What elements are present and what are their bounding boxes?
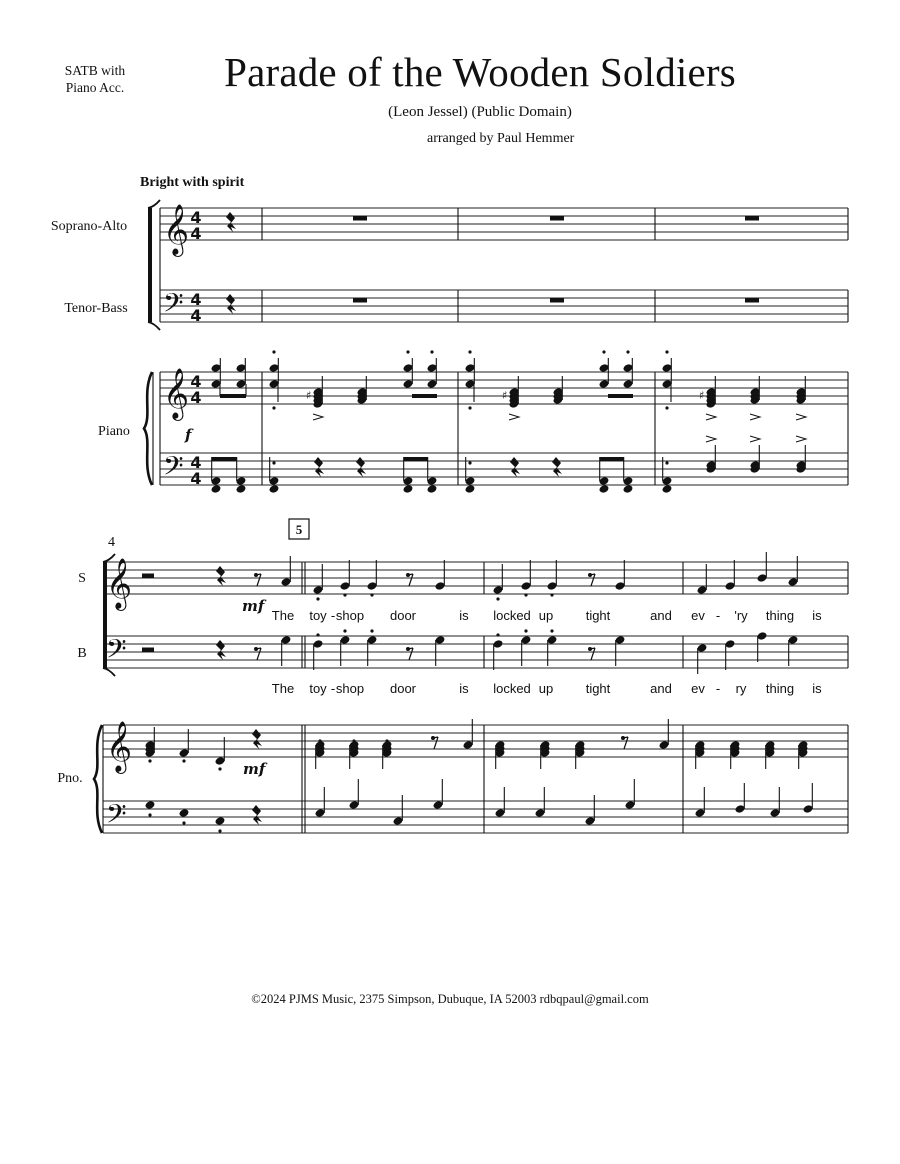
label-soprano-alto: Soprano-Alto bbox=[50, 219, 128, 234]
lyric-syllable: shop bbox=[335, 608, 365, 623]
staccato-dot bbox=[272, 406, 275, 409]
treble-clef-icon: 𝄞 bbox=[163, 368, 190, 419]
whole-rest bbox=[745, 216, 759, 221]
notehead bbox=[269, 484, 280, 494]
staccato-dot bbox=[343, 629, 346, 632]
lyric-syllable: The bbox=[271, 681, 295, 696]
staccato-dot bbox=[370, 629, 373, 632]
subtitle-text: (Leon Jessel) (Public Domain) bbox=[388, 104, 572, 120]
staccato-dot bbox=[385, 739, 388, 742]
voicing-line-2: Piano Acc. bbox=[65, 80, 125, 95]
staccato-dot bbox=[550, 629, 553, 632]
quarter-rest bbox=[314, 457, 324, 477]
quarter-rest bbox=[552, 457, 562, 477]
lyric-syllable: - bbox=[715, 608, 721, 623]
bass-clef-icon: 𝄢 bbox=[163, 287, 184, 325]
dynamic-mf-voice: mf bbox=[242, 597, 265, 615]
staccato-dot bbox=[468, 461, 471, 464]
lyric-syllable: 'ry bbox=[734, 608, 748, 623]
staccato-dot bbox=[272, 350, 275, 353]
lyric-syllable: tight bbox=[585, 608, 611, 623]
staccato-dot bbox=[318, 739, 321, 742]
accent bbox=[750, 436, 760, 442]
quarter-rest bbox=[216, 566, 226, 586]
accent bbox=[796, 436, 806, 442]
staccato-dot bbox=[148, 813, 151, 816]
label-pno: Pno. bbox=[57, 771, 83, 786]
measure-number: 4 bbox=[108, 535, 115, 550]
bass-clef-icon: 𝄢 bbox=[106, 633, 127, 671]
notehead bbox=[145, 800, 156, 810]
accent bbox=[313, 414, 323, 420]
bass-clef-icon: 𝄢 bbox=[106, 798, 127, 836]
notehead bbox=[215, 816, 226, 826]
lyric-syllable: The bbox=[271, 608, 295, 623]
lyric-syllable: - bbox=[330, 681, 336, 696]
staccato-dot bbox=[218, 767, 221, 770]
lyric-syllable: toy bbox=[309, 681, 327, 696]
lyric-syllable: tight bbox=[585, 681, 611, 696]
treble-clef-icon: 𝄞 bbox=[106, 721, 133, 772]
staccato-dot bbox=[182, 759, 185, 762]
staccato-dot bbox=[550, 593, 553, 596]
lyric-syllable: and bbox=[650, 681, 672, 696]
lyric-syllable: locked bbox=[493, 608, 531, 623]
time-sig-top: 4 bbox=[190, 372, 202, 391]
staccato-dot bbox=[496, 597, 499, 600]
notehead bbox=[599, 484, 610, 494]
lyric-syllable: and bbox=[650, 608, 672, 623]
beam bbox=[220, 394, 246, 398]
lyric-syllable: up bbox=[538, 681, 554, 696]
whole-rest bbox=[353, 216, 367, 221]
staccato-dot bbox=[430, 350, 433, 353]
label-s: S bbox=[78, 571, 86, 586]
notehead bbox=[211, 484, 222, 494]
staccato-dot bbox=[316, 633, 319, 636]
lyric-syllable: ev bbox=[691, 681, 705, 696]
staccato-dot bbox=[602, 350, 605, 353]
label-b: B bbox=[77, 646, 87, 661]
quarter-rest bbox=[510, 457, 520, 477]
half-rest bbox=[142, 574, 154, 579]
bracket-hook bbox=[148, 200, 160, 208]
staccato-dot bbox=[665, 406, 668, 409]
staccato-dot bbox=[524, 593, 527, 596]
beam bbox=[608, 394, 633, 398]
lyric-syllable: - bbox=[330, 608, 336, 623]
lyric-syllable: ev bbox=[691, 608, 705, 623]
staccato-dot bbox=[370, 593, 373, 596]
voicing-line-1: SATB with bbox=[64, 63, 126, 78]
whole-rest bbox=[745, 298, 759, 303]
sharp-accidental: ♯ bbox=[699, 389, 705, 402]
time-sig-bottom: 4 bbox=[190, 469, 202, 488]
lyric-syllable: door bbox=[389, 608, 417, 623]
staccato-dot bbox=[148, 759, 151, 762]
title-text: Parade of the Wooden Soldiers bbox=[224, 49, 736, 95]
notehead bbox=[236, 484, 247, 494]
time-sig-top: 4 bbox=[190, 208, 202, 227]
lyric-syllable: - bbox=[715, 681, 721, 696]
lyric-syllable: shop bbox=[335, 681, 365, 696]
beam bbox=[212, 457, 237, 461]
piano-brace bbox=[144, 372, 152, 485]
treble-clef-icon: 𝄞 bbox=[163, 204, 190, 255]
accent bbox=[509, 414, 519, 420]
accent bbox=[796, 414, 806, 420]
whole-rest bbox=[550, 216, 564, 221]
time-sig-bottom: 4 bbox=[190, 224, 202, 243]
quarter-rest bbox=[226, 294, 236, 314]
staccato-dot bbox=[218, 829, 221, 832]
lyrics-soprano bbox=[272, 608, 822, 623]
time-sig-bottom: 4 bbox=[190, 388, 202, 407]
beam bbox=[600, 457, 624, 461]
sharp-accidental: ♯ bbox=[306, 389, 312, 402]
time-sig-top: 4 bbox=[190, 453, 202, 472]
staccato-dot bbox=[352, 739, 355, 742]
dynamic-forte: f bbox=[185, 426, 192, 444]
lyric-syllable: thing bbox=[765, 608, 795, 623]
rehearsal-mark: 5 bbox=[295, 522, 303, 537]
half-rest bbox=[142, 648, 154, 653]
treble-clef-icon: 𝄞 bbox=[106, 558, 133, 609]
lyric-syllable: door bbox=[389, 681, 417, 696]
lyric-syllable: thing bbox=[765, 681, 795, 696]
accent bbox=[706, 414, 716, 420]
bracket-hook bbox=[148, 322, 160, 330]
accent bbox=[706, 436, 716, 442]
staff-lines bbox=[94, 200, 848, 833]
staccato-dot bbox=[272, 461, 275, 464]
beam bbox=[404, 457, 428, 461]
staccato-dot bbox=[343, 593, 346, 596]
staccato-dot bbox=[496, 633, 499, 636]
sharp-accidental: ♯ bbox=[502, 389, 508, 402]
staccato-dot bbox=[665, 350, 668, 353]
lyric-syllable: ry bbox=[735, 681, 747, 696]
staccato-dot bbox=[524, 629, 527, 632]
lyric-syllable: up bbox=[538, 608, 554, 623]
staccato-dot bbox=[468, 350, 471, 353]
beam bbox=[412, 394, 437, 398]
quarter-rest bbox=[226, 212, 236, 232]
arranger-credit: arranged by Paul Hemmer bbox=[427, 131, 575, 146]
lyric-syllable: toy bbox=[309, 608, 327, 623]
whole-rest bbox=[550, 298, 564, 303]
notehead bbox=[427, 484, 438, 494]
notehead bbox=[662, 484, 673, 494]
quarter-rest bbox=[252, 729, 262, 749]
label-tenor-bass: Tenor-Bass bbox=[64, 301, 128, 316]
lyric-syllable: is bbox=[459, 681, 469, 696]
quarter-rest bbox=[356, 457, 366, 477]
quarter-rest bbox=[252, 805, 262, 825]
lyrics-bass bbox=[272, 681, 822, 696]
whole-rest bbox=[353, 298, 367, 303]
notehead bbox=[403, 484, 414, 494]
staccato-dot bbox=[626, 350, 629, 353]
bass-clef-icon: 𝄢 bbox=[163, 450, 184, 488]
staccato-dot bbox=[316, 597, 319, 600]
lyric-syllable: locked bbox=[493, 681, 531, 696]
notehead bbox=[623, 484, 634, 494]
staccato-dot bbox=[665, 461, 668, 464]
lyric-syllable: is bbox=[459, 608, 469, 623]
dynamic-mf-piano: mf bbox=[243, 760, 266, 778]
lyric-syllable: is bbox=[812, 681, 822, 696]
staccato-dot bbox=[468, 406, 471, 409]
quarter-rest bbox=[216, 640, 226, 660]
time-sig-top: 4 bbox=[190, 290, 202, 309]
system-bracket bbox=[148, 208, 152, 322]
label-piano: Piano bbox=[98, 424, 130, 439]
notehead bbox=[179, 808, 190, 818]
lyric-syllable: is bbox=[812, 608, 822, 623]
accent bbox=[750, 414, 760, 420]
staccato-dot bbox=[182, 821, 185, 824]
piano-brace bbox=[94, 725, 102, 833]
time-sig-bottom: 4 bbox=[190, 306, 202, 325]
tempo-marking: Bright with spirit bbox=[140, 175, 245, 190]
staccato-dot bbox=[406, 350, 409, 353]
notehead bbox=[465, 484, 476, 494]
copyright-footer: ©2024 PJMS Music, 2375 Simpson, Dubuque, IA 52003 rdbqpaul@gmail.com bbox=[251, 992, 649, 1006]
